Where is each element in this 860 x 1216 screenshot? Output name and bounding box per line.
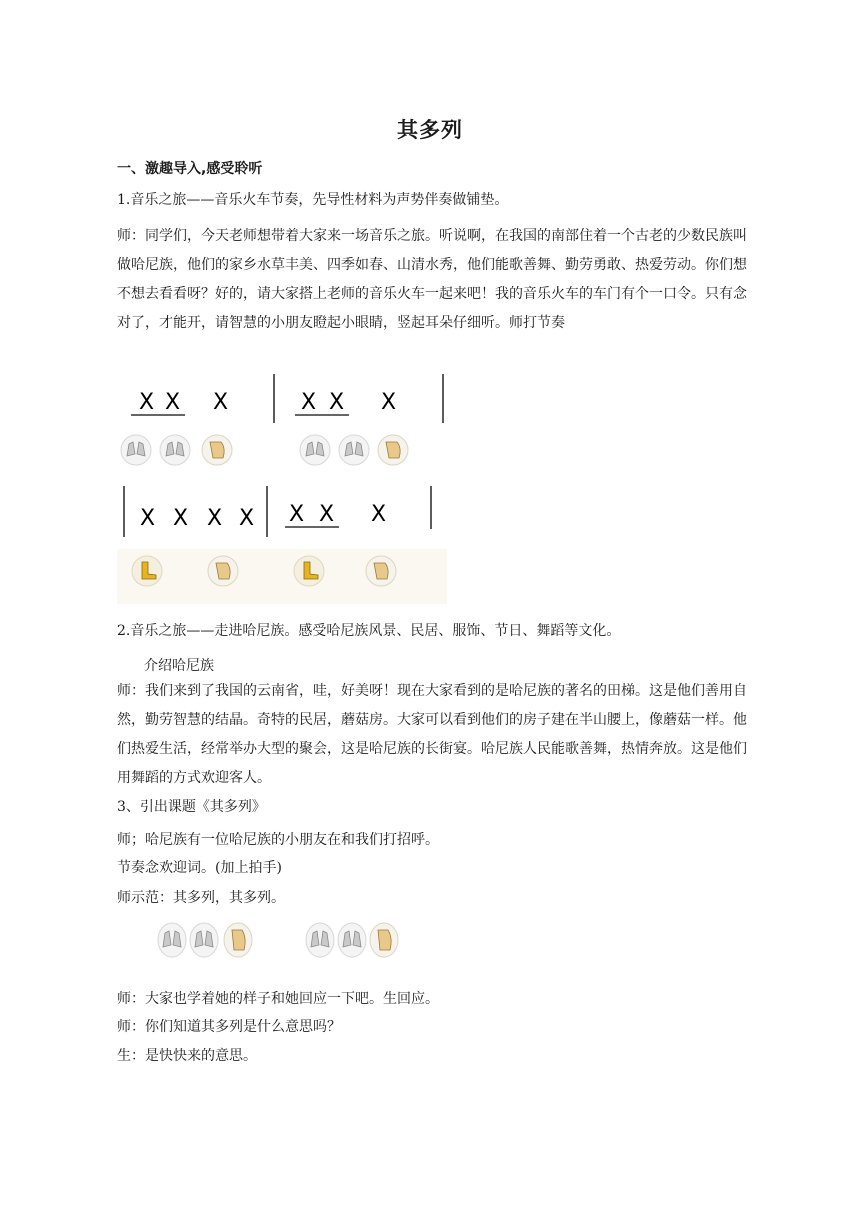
pat-icon — [378, 435, 408, 465]
stomp-icon — [294, 556, 324, 586]
rhythm-x: X — [213, 390, 229, 415]
stomp-icon — [132, 556, 162, 586]
rhythm-x: X — [207, 506, 223, 531]
rhythm-x: X — [173, 506, 189, 531]
teacher-paragraph: 师：同学们，今天老师想带着大家来一场音乐之旅。听说啊，在我国的南部住着一个古老的少数民族叫做哈尼族，他们的家乡水草丰美、四季如春、山清水秀，他们能歌善舞、勤劳勇敢、热爱劳动。你们想不想去看看呀？好的，请大家搭上老师的音乐火车一起来吧！我的音乐火车的车门有个一口令。只有念对了，才能开，请智慧的小朋友瞪起小眼睛，竖起耳朵仔细听。师打节奏 — [117, 228, 747, 331]
rhythm-row-1 — [121, 374, 443, 465]
rhythm-x: X — [371, 502, 387, 527]
chant-line: 节奏念欢迎词。(加上拍手) — [117, 860, 282, 876]
section-heading: 一、激趣导入,感受聆听 — [117, 161, 263, 177]
clap-icon — [121, 435, 151, 465]
rhythm-x: X — [289, 502, 305, 527]
question-line: 师：你们知道其多列是什么意思吗？ — [117, 1019, 341, 1035]
clap-icon — [158, 923, 186, 957]
item-3: 3、引出课题《其多列》 — [117, 799, 266, 815]
greeting-line: 师；哈尼族有一位哈尼族的小朋友在和我们打招呼。 — [117, 832, 439, 848]
respond-line: 师：大家也学着她的样子和她回应一下吧。生回应。 — [117, 991, 439, 1007]
rhythm-x: X — [329, 390, 345, 415]
rhythm-x: X — [319, 502, 335, 527]
clap-icon — [338, 923, 366, 957]
rhythm-x: X — [301, 390, 317, 415]
pat-icon — [208, 556, 238, 586]
pat-icon — [370, 923, 398, 957]
clap-icon — [160, 435, 190, 465]
rhythm-x: X — [239, 506, 255, 531]
demo-line: 师示范：其多列，其多列。 — [117, 890, 285, 906]
hani-paragraph: 师：我们来到了我国的云南省，哇，好美呀！现在大家看到的是哈尼族的著名的田梯。这是他们善用自然，勤劳智慧的结晶。奇特的民居，蘑菇房。大家可以看到他们的房子建在半山腰上，像蘑菇一样。他们热爱生活，经常举办大型的聚会，这是哈尼族的长街宴。哈尼族人民能歌善舞，热情奔放。这是他们用舞蹈的方式欢迎客人。 — [117, 683, 747, 786]
pat-icon — [202, 435, 232, 465]
intro-label: 介绍哈尼族 — [144, 658, 214, 674]
pat-icon — [366, 556, 396, 586]
clap-icon — [339, 435, 369, 465]
rhythm-x: X — [140, 506, 156, 531]
item-1: 1.音乐之旅——音乐火车节奏，先导性材料为声势伴奏做铺垫。 — [117, 192, 509, 208]
clap-icon — [306, 923, 334, 957]
page-title: 其多列 — [397, 118, 463, 142]
pat-icon — [224, 923, 252, 957]
rhythm-row-2 — [117, 486, 447, 604]
rhythm-x: X — [165, 390, 181, 415]
rhythm-figure — [117, 369, 457, 604]
clap-icon — [300, 435, 330, 465]
clap-icon — [190, 923, 218, 957]
answer-line: 生：是快快来的意思。 — [117, 1048, 257, 1064]
rhythm-x: X — [139, 390, 155, 415]
item-2: 2.音乐之旅——走进哈尼族。感受哈尼族风景、民居、服饰、节日、舞蹈等文化。 — [117, 623, 621, 639]
demo-rhythm-icons — [152, 916, 412, 964]
rhythm-x: X — [381, 390, 397, 415]
